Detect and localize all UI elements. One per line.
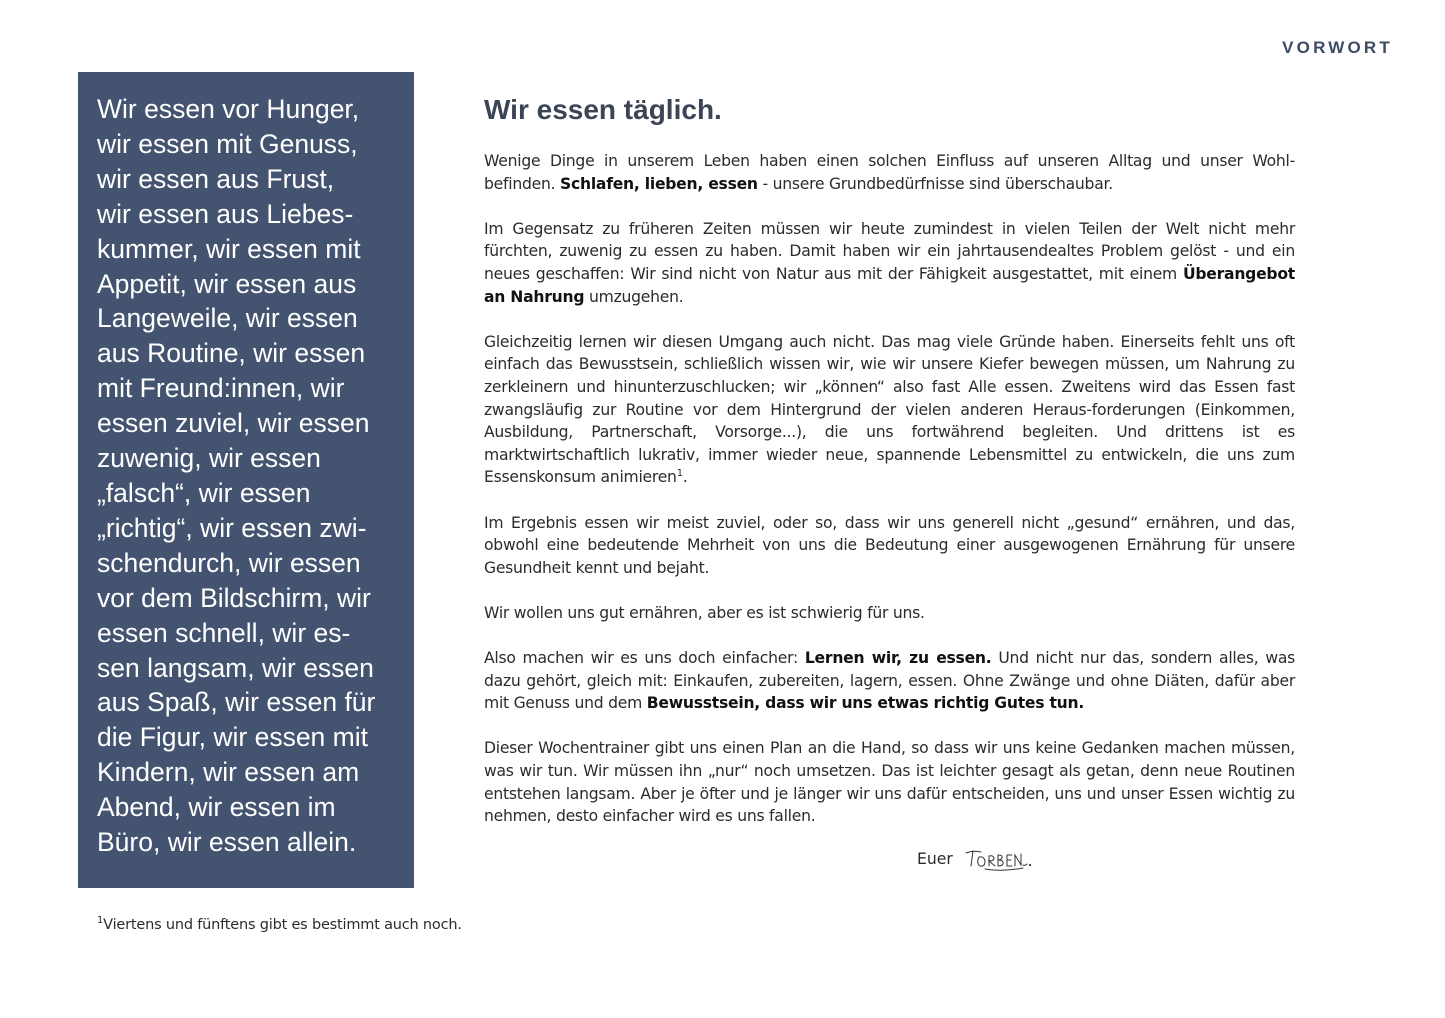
paragraph-6-text-a: Also machen wir es uns doch einfacher: xyxy=(484,649,805,668)
quote-line: mit Freund:innen, wir xyxy=(97,373,345,404)
paragraph-1-text-b: - unsere Grundbedürfnisse sind überschaubar. xyxy=(757,174,1113,193)
paragraph-1-bold-a: Schlafen, lieben, essen xyxy=(560,174,758,193)
paragraph-3-text-a: Gleichzeitig lernen wir diesen Umgang auch nicht. Das mag viele Gründe haben. Einerseits fehlt uns oft einfach das Bewusstsein, schließlich wissen wir, wie wir unsere Kiefer bewegen müssen, um Nahrung zu zerkleinern und hinunterzuschlucken; wir „können“ also fast Alle essen. Zweitens wird das Essen fast zwangsläufig zur Routine vor dem Hintergrund der vielen anderen Heraus-forderungen (Einkommen, Ausbildung, Partnerschaft, Vorsorge...), die uns fortwährend begleiten. Und drittens ist es marktwirtschaftlich lukrativ, immer wieder neue, spannende Lebensmittel zu entwickeln, die uns zum Essenskonsum animieren xyxy=(484,332,1295,487)
paragraph-2 xyxy=(484,218,1295,308)
paragraph-6-bold-a: Lernen wir, zu essen. xyxy=(804,649,992,668)
handwritten-signature xyxy=(963,844,1047,874)
quote-line: „falsch“, wir essen xyxy=(97,477,311,508)
paragraph-6 xyxy=(484,647,1295,715)
paragraph-2-text-b: umzugehen. xyxy=(584,287,684,306)
quote-line: Büro, wir essen allein. xyxy=(97,827,357,858)
signature xyxy=(917,844,1047,874)
footnote-reference: 1 xyxy=(676,468,683,480)
quote-line: wir essen aus Liebes- xyxy=(97,198,354,229)
quote-line: sen langsam, wir essen xyxy=(97,652,374,683)
paragraph-5: Wir wollen uns gut ernähren, aber es ist schwierig für uns. xyxy=(484,603,925,622)
quote-box xyxy=(78,72,414,888)
quote-line: essen schnell, wir es- xyxy=(97,617,351,648)
page-title: Wir essen täglich. xyxy=(484,94,722,125)
quote-line: schendurch, wir essen xyxy=(97,547,361,578)
paragraph-7: Dieser Wochentrainer gibt uns einen Plan an die Hand, so dass wir uns keine Gedanken machen müssen, was wir tun. Wir müssen ihn „nur“ noch umsetzen. Das ist leichter gesagt als getan, denn neue Routinen entstehen langsam. Aber je öfter und je länger wir uns dafür entscheiden, uns und unser Essen wichtig zu nehmen, desto einfacher wird es uns fallen. xyxy=(484,739,1295,826)
quote-line: aus Routine, wir essen xyxy=(97,338,366,369)
signature-greeting: Euer xyxy=(917,850,953,868)
quote-line: zuwenig, wir essen xyxy=(97,443,321,474)
quote-line: wir essen aus Frust, xyxy=(97,163,335,194)
footnote xyxy=(97,915,462,933)
quote-line: wir essen mit Genuss, xyxy=(97,128,358,159)
paragraph-2-text-a: Im Gegensatz zu früheren Zeiten müssen wir heute zumindest in vielen Teilen der Welt nicht mehr fürchten, zuwenig zu essen zu haben. Damit haben wir ein jahrtausendealtes Problem gelöst - und ein neues geschaffen: Wir sind nicht von Natur aus mit der Fähigkeit ausgestattet, mit einem xyxy=(484,219,1295,283)
quote-line: vor dem Bildschirm, wir xyxy=(97,582,371,613)
paragraph-3 xyxy=(484,331,1295,489)
paragraph-2-bold-a: Überangebot an Nahrung xyxy=(484,264,1295,306)
footnote-mark: 1 xyxy=(97,915,104,926)
paragraph-4: Im Ergebnis essen wir meist zuviel, oder so, dass wir uns generell nicht „gesund“ ernähren, und das, obwohl eine bedeutende Mehrheit von uns die Bedeutung einer ausgewogenen Ernährung für unsere Gesundheit kennt und bejaht. xyxy=(484,513,1295,577)
paragraph-3-text-b: . xyxy=(682,468,688,487)
paragraph-6-bold-b: Bewusstsein, dass wir uns etwas richtig Gutes tun. xyxy=(646,694,1085,713)
quote-line: Abend, wir essen im xyxy=(97,792,336,823)
main-content xyxy=(484,92,1295,850)
paragraph-1 xyxy=(484,150,1295,195)
quote-line: Wir essen vor Hunger, xyxy=(97,94,360,124)
paragraph-1-text-a: Wenige Dinge in unserem Leben haben einen solchen Einfluss auf unseren Alltag und unser Wohl-befinden. xyxy=(484,152,1295,193)
quote-line: Appetit, wir essen aus xyxy=(97,268,357,299)
paragraph-6-text-b: Und nicht nur das, sondern alles, was dazu gehört, gleich mit: Einkaufen, zubereiten, lagern, essen. Ohne Zwänge und ohne Diäten, dafür aber mit Genuss und dem xyxy=(484,649,1295,713)
quote-line: Langeweile, wir essen xyxy=(97,303,358,334)
quote-line: die Figur, wir essen mit xyxy=(97,722,368,753)
quote-line: aus Spaß, wir essen für xyxy=(97,687,376,718)
quote-line: kummer, wir essen mit xyxy=(97,233,361,264)
quote-line: Kindern, wir essen am xyxy=(97,757,360,788)
section-label: VORWORT xyxy=(1282,38,1393,57)
quote-line: essen zuviel, wir essen xyxy=(97,408,370,439)
footnote-text: Viertens und fünftens gibt es bestimmt auch noch. xyxy=(103,916,462,933)
quote-line: „richtig“, wir essen zwi- xyxy=(97,512,367,543)
